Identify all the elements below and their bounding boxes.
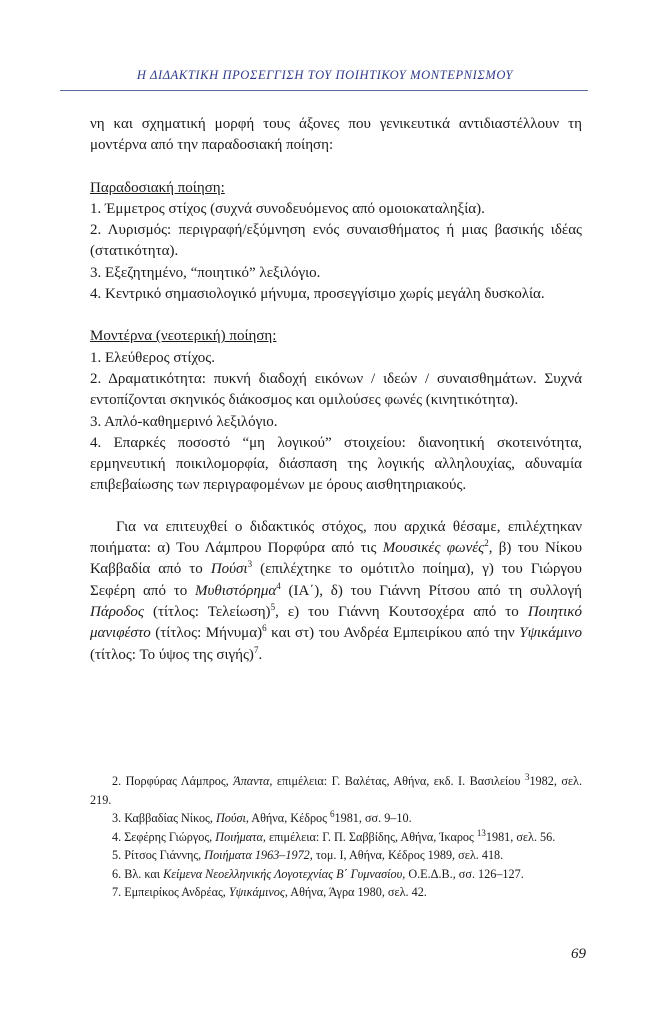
list-item: 3. Απλό-καθημερινό λεξιλόγιο. — [90, 413, 278, 430]
footnote-6: 6. Βλ. και Κείμενα Νεοελληνικής Λογοτεχνίας Β΄ Γυμνασίου, Ο.Ε.Δ.Β., σσ. 126–127. — [112, 866, 524, 881]
footnote-2: 2. Πορφύρας Λάμπρος, Άπαντα, επιμέλεια: Γ. Βαλέτας, Αθήνα, εκδ. Ι. Βασιλείου $^3$1982, σελ. 219. — [90, 771, 582, 807]
work-title: Μυθιστόρημα — [195, 582, 277, 599]
footnote-5: 5. Ρίτσος Γιάννης, Ποιήματα 1963–1972, τομ. Ι, Αθήνα, Κέδρος 1989, σελ. 418. — [112, 848, 504, 862]
page-number: 69 — [571, 946, 586, 962]
footnote-ref: 7 — [253, 644, 259, 655]
header-divider — [60, 90, 588, 91]
footnote-3: 3. Καββαδίας Νίκος, Πούσι, Αθήνα, Κέδρος $^6$1981, σσ. 9–10. — [112, 808, 412, 825]
list-item: 3. Εξεζητημένο, “ποιητικό” λεξιλόγιο. — [90, 264, 321, 281]
footnote-ref: 3 — [247, 559, 253, 570]
footnote-ref: 6 — [262, 623, 267, 634]
list-item: 2. Λυρισμός: περιγραφή/εξύμνηση ενός συναισθήματος ή μιας βασικής ιδέας (στατικότητα). — [90, 222, 582, 260]
list-item: 1. Ελεύθερος στίχος. — [90, 349, 215, 366]
list-item: 2. Δραματικότητα: πυκνή διαδοχή εικόνων / ιδεών / συναισθημάτων. Συχνά εντοπίζονται σκηνικός διάκοσμος και ομιλούσες φωνές (κινητικότητα). — [90, 370, 582, 409]
footnote-7: 7. Εμπειρίκος Ανδρέας, Υψικάμινος, Αθήνα, Άγρα 1980, σελ. 42. — [112, 885, 427, 899]
modern-poetry-heading: Μοντέρνα (νεοτερική) ποίηση: — [90, 328, 277, 345]
list-item: 4. Κεντρικό σημασιολογικό μήνυμα, προσεγγίσιμο χωρίς μεγάλη δυσκολία. — [90, 286, 545, 303]
work-title: Πάροδος — [90, 603, 144, 620]
work-title: Ποιητικό μανιφέστο — [90, 603, 583, 642]
footnote-ref: 4 — [276, 580, 281, 591]
modern-poetry-section — [90, 326, 582, 496]
list-item: 4. Επαρκές ποσοστό “μη λογικού” στοιχείου: διανοητική σκοτεινότητα, ερμηνευτική ποικιλομορφία, διάσπαση της λογικής αλληλουχίας, αδυναμία επιβεβαίωσης των περιγραφομένων με όρους αισθητηριακούς. — [90, 434, 582, 494]
traditional-poetry-heading: Παραδοσιακή ποίηση: — [90, 179, 225, 196]
footnotes — [90, 772, 582, 902]
main-text — [90, 114, 582, 666]
traditional-poetry-section — [90, 178, 582, 306]
footnote-ref: 5 — [270, 601, 276, 612]
list-item: 1. Έμμετρος στίχος (συχνά συνοδευόμενος από ομοιοκαταληξία). — [90, 200, 485, 217]
work-title: Υψικάμινο — [519, 625, 582, 642]
footnote-ref: 2 — [484, 538, 489, 549]
selection-paragraph: Για να επιτευχθεί ο διδακτικός στόχος, που αρχικά θέσαμε, επιλέχτηκαν ποιήματα: α) Του Λάμπρου Πορφύρα από τις Μουσικές φωνές$^2$, β) του Νίκου Καββαδία από το Πούσι$^3$ (επιλέχτηκε το ομότιτλο ποίημα), γ) του Γιώργου Σεφέρη από το Μυθιστόρημα$^4$ (ΙΑ΄), δ) του Γιάννη Ρίτσου από τη συλλογή Πάροδος (τίτλος: Τελείωση)$^5$, ε) του Γιάννη Κουτσοχέρα από το Ποιητικό μανιφέστο (τίτλος: Μήνυμα)$^6$ και στ) του Ανδρέα Εμπειρίκου από την Υψικάμινο (τίτλος: Το ύψος της σιγής)$^7$. — [90, 518, 583, 663]
work-title: Μουσικές φωνές — [382, 540, 485, 557]
footnote-4: 4. Σεφέρης Γιώργος, Ποιήματα, επιμέλεια: Γ. Π. Σαββίδης, Αθήνα, Ίκαρος $^{13}$1981, σελ. 56. — [112, 827, 556, 844]
running-header: Η ΔΙΔΑΚΤΙΚΗ ΠΡΟΣΕΓΓΙΣΗ ΤΟΥ ΠΟΙΗΤΙΚΟΥ ΜΟΝΤΕΡΝΙΣΜΟΥ — [136, 68, 514, 82]
work-title: Πούσι — [210, 561, 248, 578]
intro-paragraph: νη και σχηματική μορφή τους άξονες που γενικευτικά αντιδιαστέλλουν τη μοντέρνα από την παραδοσιακή ποίηση: — [90, 116, 582, 154]
